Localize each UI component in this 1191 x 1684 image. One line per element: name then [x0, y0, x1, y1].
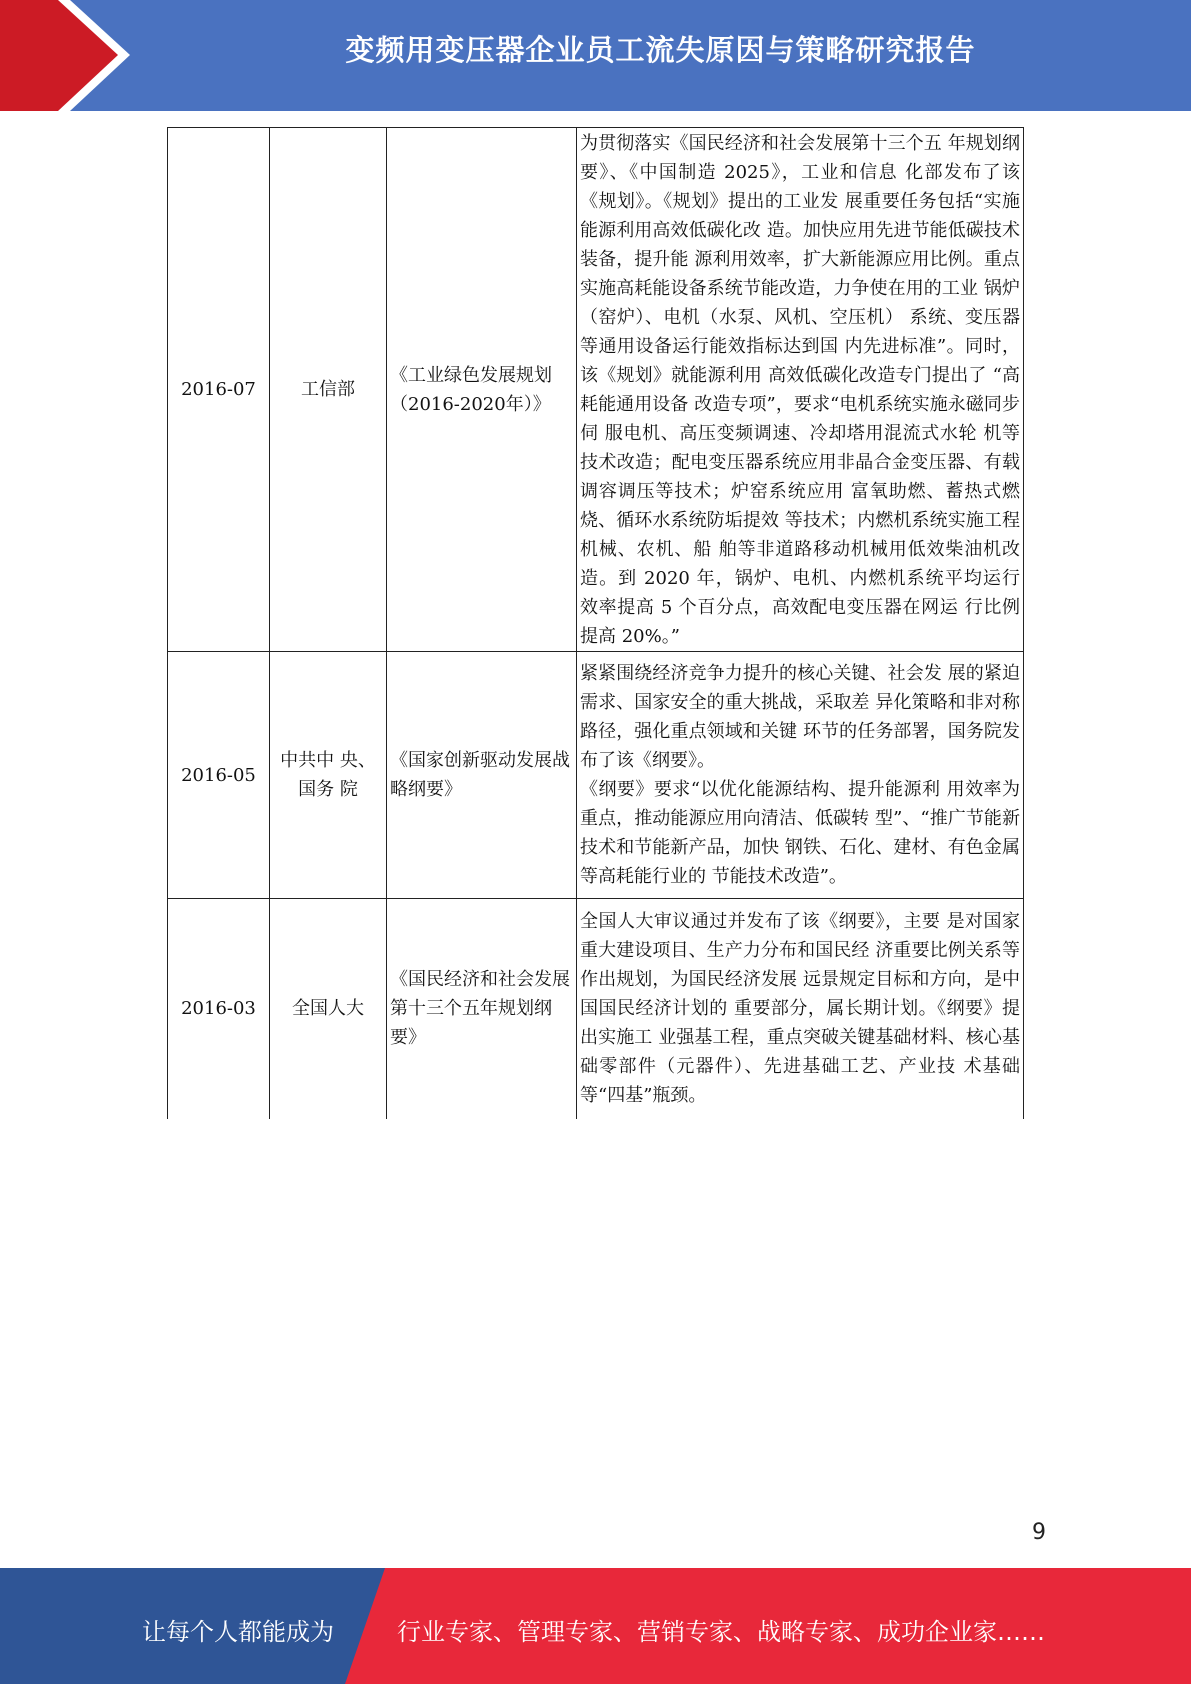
page-number: 9 — [1032, 1520, 1046, 1545]
content-paragraph: 紧紧围绕经济竞争力提升的核心关键、社会发 展的紧迫需求、国家安全的重大挑战，采取差 异化策略和非对称路径，强化重点领域和关键 环节的任务部署，国务院发布了该《纲要》。 — [580, 663, 1020, 771]
row-policy-title: 《国民经济和社会发展第十三个五年规划纲要》 — [387, 899, 577, 1119]
row-policy-title: 《工业绿色发展规划 （2016-2020年）》 — [387, 128, 577, 652]
footer-slogan-left: 让每个人都能成为 — [142, 1618, 334, 1646]
header-arrow-decoration — [0, 0, 150, 111]
row-policy-content: 全国人大审议通过并发布了该《纲要》，主要 是对国家重大建设项目、生产力分布和国民经 济重要比例关系等作出规划，为国民经济发展 远景规定目标和方向，是中国国民经济计划的 重要部分，属长期计划。《纲要》提出实施工 业强基工程，重点突破关键基础材料、核心基 础零部件（元器件）、先进基础工艺、产业技 术基础等“四基”瓶颈。 — [577, 899, 1024, 1119]
row-date: 2016-03 — [168, 899, 270, 1119]
row-department: 全国人大 — [270, 899, 387, 1119]
row-policy-content — [577, 652, 1024, 899]
row-policy-title: 《国家创新驱动发展战略纲要》 — [387, 652, 577, 899]
row-department: 中共中 央、国务 院 — [270, 652, 387, 899]
content-paragraph: 《纲要》要求“以优化能源结构、提升能源利 用效率为重点，推动能源应用向清洁、低碳转 型”、“推广节能新技术和节能新产品，加快 钢铁、石化、建材、有色金属等高耗能行业的 节能技术改造”。 — [580, 779, 1020, 887]
row-policy-content: 为贯彻落实《国民经济和社会发展第十三个五 年规划纲要》、《中国制造 2025》，工业和信息 化部发布了该《规划》。《规划》提出的工业发 展重要任务包括“实施能源利用高效低碳化改 造。加快应用先进节能低碳技术装备，提升能 源利用效率，扩大新能源应用比例。重点实施高耗能设备系统节能改造，力争使在用的工业 锅炉（窑炉）、电机（水泵、风机、空压机） 系统、变压器等通用设备运行能效指标达到国 内先进标准”。同时，该《规划》就能源利用 高效低碳化改造专门提出了 “高耗能通用设备 改造专项”，要求“电机系统实施永磁同步伺 服电机、高压变频调速、冷却塔用混流式水轮 机等技术改造；配电变压器系统应用非晶合金变压器、有载调容调压等技术；炉窑系统应用 富氧助燃、蓄热式燃烧、循环水系统防垢提效 等技术；内燃机系统实施工程机械、农机、船 舶等非道路移动机械用低效柴油机改造。到 2020 年，锅炉、电机、内燃机系统平均运行 效率提高 5 个百分点，高效配电变压器在网运 行比例提高 20%。” — [577, 128, 1024, 652]
row-department: 工信部 — [270, 128, 387, 652]
table-row — [168, 652, 1024, 899]
table-row — [168, 128, 1024, 652]
footer-slogan-right: 行业专家、管理专家、营销专家、战略专家、成功企业家…… — [397, 1618, 1045, 1646]
table-row — [168, 899, 1024, 1119]
row-date: 2016-07 — [168, 128, 270, 652]
page-header — [0, 0, 1191, 111]
row-date: 2016-05 — [168, 652, 270, 899]
page-footer — [0, 1568, 1191, 1684]
report-title: 变频用变压器企业员工流失原因与策略研究报告 — [345, 33, 976, 67]
policy-table — [167, 127, 1024, 1119]
